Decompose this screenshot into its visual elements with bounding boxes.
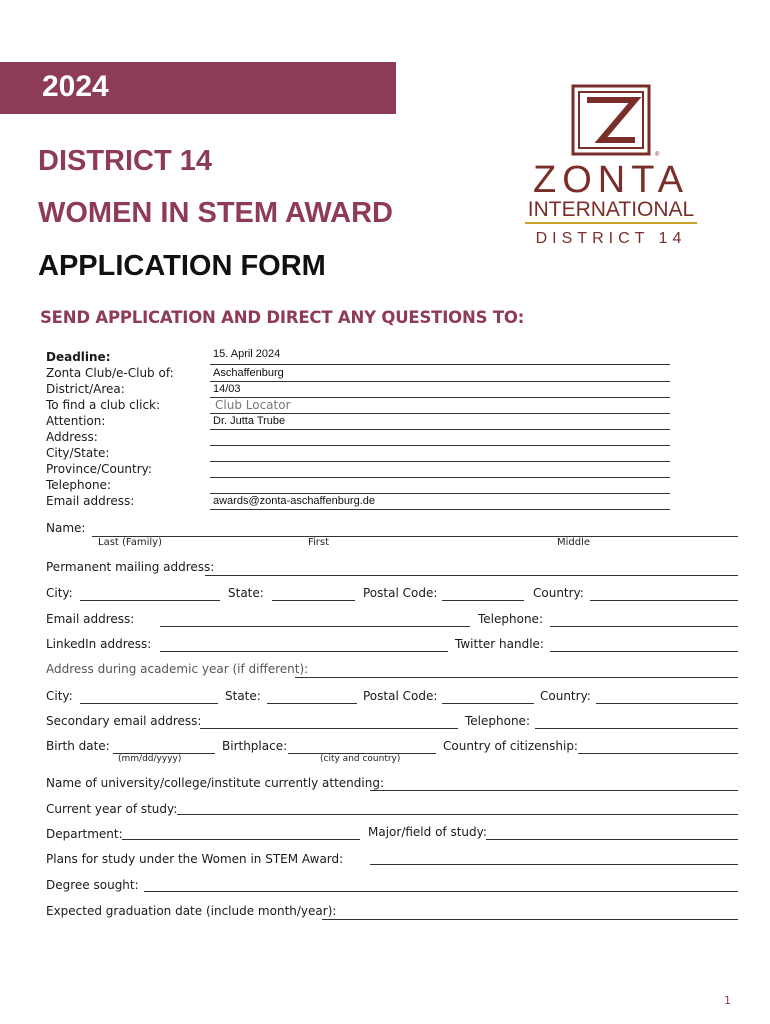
permanent-address-field[interactable]: [205, 575, 738, 576]
state-field[interactable]: [272, 600, 355, 601]
deadline-line: [210, 364, 670, 365]
email-label: Email address:: [46, 612, 135, 626]
logo-name: ZONTA: [533, 159, 689, 201]
contact-email-value: awards@zonta-aschaffenburg.de: [213, 495, 376, 507]
academic-state-label: State:: [225, 689, 261, 703]
academic-telephone-label: Telephone:: [465, 714, 530, 728]
name-field[interactable]: [92, 536, 738, 537]
university-field[interactable]: [370, 790, 738, 791]
department-label: Department:: [46, 827, 123, 841]
deadline-label: Deadline:: [46, 350, 111, 364]
club-line: [210, 381, 670, 382]
attention-label: Attention:: [46, 414, 106, 428]
birthplace-hint: (city and country): [320, 754, 401, 764]
permanent-address-label: Permanent mailing address:: [46, 560, 215, 574]
academic-postal-label: Postal Code:: [363, 689, 438, 703]
academic-city-label: City:: [46, 689, 73, 703]
province-label: Province/Country:: [46, 462, 152, 476]
telephone-field[interactable]: [550, 626, 738, 627]
citizenship-label: Country of citizenship:: [443, 739, 578, 753]
country-label: Country:: [533, 586, 584, 600]
year-label: 2024: [42, 70, 109, 103]
city-state-line[interactable]: [210, 461, 670, 462]
find-club-label: To find a club click:: [46, 398, 161, 412]
club-value: Aschaffenburg: [213, 367, 284, 379]
study-year-label: Current year of study:: [46, 802, 178, 816]
contact-email-label: Email address:: [46, 494, 135, 508]
postal-label: Postal Code:: [363, 586, 438, 600]
send-heading: SEND APPLICATION AND DIRECT ANY QUESTIONS TO:: [40, 308, 525, 327]
address-label: Address:: [46, 430, 98, 444]
academic-postal-field[interactable]: [442, 703, 534, 704]
birth-date-hint: (mm/dd/yyyy): [118, 754, 182, 764]
contact-email-line: [210, 509, 670, 510]
deadline-value: 15. April 2024: [213, 348, 281, 360]
telephone-line[interactable]: [210, 493, 670, 494]
attention-line: [210, 429, 670, 430]
academic-country-field[interactable]: [596, 703, 738, 704]
telephone-label-applicant: Telephone:: [478, 612, 543, 626]
twitter-field[interactable]: [550, 651, 738, 652]
birthplace-label: Birthplace:: [222, 739, 288, 753]
plans-label: Plans for study under the Women in STEM Award:: [46, 852, 344, 866]
zonta-logo: [505, 70, 717, 248]
club-label: Zonta Club/e-Club of:: [46, 366, 174, 380]
twitter-label: Twitter handle:: [455, 637, 544, 651]
secondary-email-label: Secondary email address:: [46, 714, 202, 728]
university-label: Name of university/college/institute currently attending:: [46, 776, 384, 790]
birth-date-label: Birth date:: [46, 739, 110, 753]
page-number: 1: [724, 994, 731, 1007]
first-name-hint: First: [308, 537, 330, 548]
find-line: [210, 413, 670, 414]
state-label: State:: [228, 586, 264, 600]
graduation-label: Expected graduation date (include month/year):: [46, 904, 337, 918]
postal-field[interactable]: [442, 600, 524, 601]
club-locator-link[interactable]: Club Locator: [215, 398, 291, 412]
district-value: 14/03: [213, 383, 241, 395]
district-label: District/Area:: [46, 382, 125, 396]
email-field[interactable]: [160, 626, 470, 627]
attention-value: Dr. Jutta Trube: [213, 415, 286, 427]
svg-text:®: ®: [655, 152, 660, 158]
last-name-hint: Last (Family): [98, 537, 162, 548]
country-field[interactable]: [590, 600, 738, 601]
citizenship-field[interactable]: [578, 753, 738, 754]
province-line[interactable]: [210, 477, 670, 478]
major-field[interactable]: [486, 839, 738, 840]
city-field[interactable]: [80, 600, 220, 601]
form-title: APPLICATION FORM: [38, 250, 326, 282]
city-label: City:: [46, 586, 73, 600]
linkedin-field[interactable]: [160, 651, 448, 652]
major-label: Major/field of study:: [368, 825, 487, 839]
study-year-field[interactable]: [177, 814, 738, 815]
academic-city-field[interactable]: [80, 703, 218, 704]
award-heading: WOMEN IN STEM AWARD: [38, 197, 393, 229]
telephone-label: Telephone:: [46, 478, 111, 492]
logo-district: DISTRICT 14: [535, 230, 687, 247]
academic-state-field[interactable]: [267, 703, 357, 704]
linkedin-label: LinkedIn address:: [46, 637, 152, 651]
department-field[interactable]: [122, 839, 360, 840]
secondary-email-field[interactable]: [200, 728, 458, 729]
city-state-label: City/State:: [46, 446, 110, 460]
graduation-field[interactable]: [322, 919, 738, 920]
academic-address-field[interactable]: [295, 677, 738, 678]
degree-label: Degree sought:: [46, 878, 139, 892]
address-line[interactable]: [210, 445, 670, 446]
name-label: Name:: [46, 521, 86, 535]
logo-sub: INTERNATIONAL: [527, 198, 695, 221]
academic-telephone-field[interactable]: [535, 728, 738, 729]
academic-address-label: Address during academic year (if different):: [46, 662, 309, 676]
degree-field[interactable]: [144, 891, 738, 892]
plans-field[interactable]: [370, 864, 738, 865]
academic-country-label: Country:: [540, 689, 591, 703]
middle-name-hint: Middle: [557, 537, 591, 548]
district-heading: DISTRICT 14: [38, 145, 213, 177]
